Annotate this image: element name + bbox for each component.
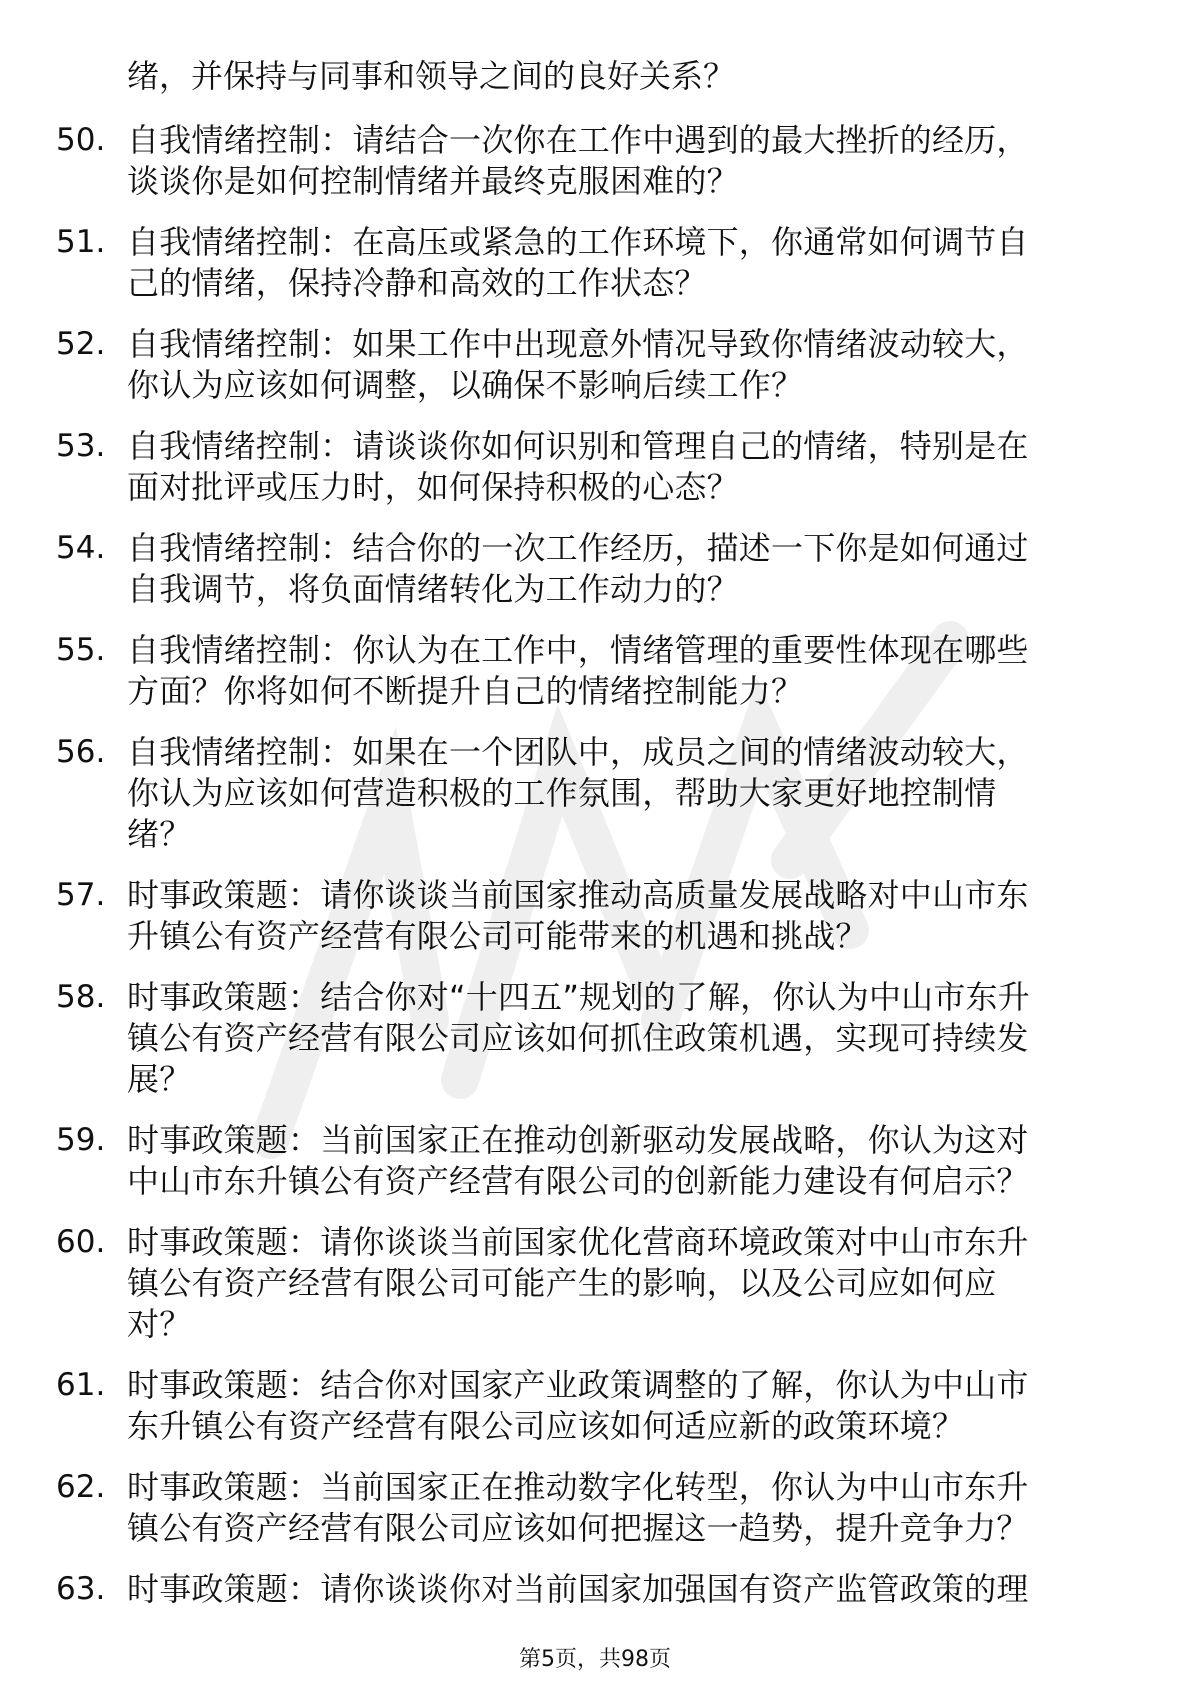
question-text-line: 自我情绪控制：在高压或紧急的工作环境下，你通常如何调节自	[127, 223, 1029, 261]
question-number: 61.	[56, 1367, 106, 1403]
question-text-line: 自我情绪控制：如果在一个团队中，成员之间的情绪波动较大，	[127, 733, 1029, 771]
question-text	[127, 324, 1117, 406]
question-item	[0, 222, 1190, 304]
question-number: 58.	[56, 979, 106, 1015]
question-text-line: 镇公有资产经营有限公司应该如何抓住政策机遇，实现可持续发	[127, 1019, 1029, 1057]
question-item	[0, 732, 1190, 855]
question-number: 63.	[56, 1571, 106, 1607]
question-text-line: 时事政策题：请你谈谈当前国家优化营商环境政策对中山市东升	[127, 1223, 1029, 1261]
question-number: 55.	[56, 632, 106, 668]
question-item	[0, 324, 1190, 406]
question-text-line: 自我情绪控制：请结合一次你在工作中遇到的最大挫折的经历，	[127, 121, 1029, 159]
question-item	[0, 528, 1190, 610]
question-text-line: 己的情绪，保持冷静和高效的工作状态？	[127, 264, 707, 302]
question-text-line: 升镇公有资产经营有限公司可能带来的机遇和挑战？	[127, 917, 868, 955]
question-text-line: 方面？你将如何不断提升自己的情绪控制能力？	[127, 672, 804, 710]
question-text-line: 镇公有资产经营有限公司可能产生的影响，以及公司应如何应	[127, 1264, 997, 1302]
question-text-line: 自我情绪控制：请谈谈你如何识别和管理自己的情绪，特别是在	[127, 427, 1029, 465]
question-text-line: 展？	[127, 1060, 192, 1098]
question-text	[127, 977, 1117, 1100]
question-text-line: 自我情绪控制：如果工作中出现意外情况导致你情绪波动较大，	[127, 325, 1029, 363]
question-text-line: 镇公有资产经营有限公司应该如何把握这一趋势，提升竞争力？	[127, 1509, 1029, 1547]
question-text-line: 中山市东升镇公有资产经营有限公司的创新能力建设有何启示？	[127, 1162, 1029, 1200]
question-text	[127, 1222, 1117, 1345]
question-number: 50.	[56, 122, 106, 158]
question-text	[127, 1569, 1117, 1610]
question-text-line: 时事政策题：当前国家正在推动数字化转型，你认为中山市东升	[127, 1468, 1029, 1506]
question-item	[0, 977, 1190, 1100]
question-number: 60.	[56, 1224, 106, 1260]
page-footer: 第5页，共98页	[519, 1647, 671, 1672]
question-text	[127, 875, 1117, 957]
question-text	[127, 120, 1117, 202]
question-text-line: 自我调节，将负面情绪转化为工作动力的？	[127, 570, 739, 608]
question-number: 51.	[56, 224, 106, 260]
question-text-line: 时事政策题：结合你对“十四五”规划的了解，你认为中山市东升	[127, 978, 1030, 1016]
question-item	[0, 1120, 1190, 1202]
question-text-line: 时事政策题：请你谈谈你对当前国家加强国有资产监管政策的理	[127, 1570, 1029, 1608]
question-text	[127, 732, 1117, 855]
question-number: 54.	[56, 530, 106, 566]
question-text-line: 面对批评或压力时，如何保持积极的心态？	[127, 468, 739, 506]
question-number: 56.	[56, 734, 106, 770]
question-text-line: 谈谈你是如何控制情绪并最终克服困难的？	[127, 162, 739, 200]
question-text	[127, 426, 1117, 508]
continuation-text: 绪，并保持与同事和领导之间的良好关系？	[127, 57, 736, 95]
question-text-line: 时事政策题：请你谈谈当前国家推动高质量发展战略对中山市东	[127, 876, 1029, 914]
question-item	[0, 1222, 1190, 1345]
question-text	[127, 222, 1117, 304]
question-text	[127, 528, 1117, 610]
question-text-line: 绪？	[127, 815, 192, 853]
question-text-line: 东升镇公有资产经营有限公司应该如何适应新的政策环境？	[127, 1407, 965, 1445]
question-text	[127, 1467, 1117, 1549]
question-item	[0, 630, 1190, 712]
question-item	[0, 875, 1190, 957]
question-text-line: 时事政策题：当前国家正在推动创新驱动发展战略，你认为这对	[127, 1121, 1029, 1159]
question-item	[0, 1365, 1190, 1447]
question-text	[127, 1365, 1117, 1447]
question-text-line: 自我情绪控制：结合你的一次工作经历，描述一下你是如何通过	[127, 529, 1029, 567]
question-number: 62.	[56, 1469, 106, 1505]
question-text-line: 自我情绪控制：你认为在工作中，情绪管理的重要性体现在哪些	[127, 631, 1029, 669]
question-number: 59.	[56, 1122, 106, 1158]
question-number: 57.	[56, 877, 106, 913]
question-text-line: 对？	[127, 1305, 192, 1343]
question-list	[0, 120, 1190, 1630]
question-text-line: 你认为应该如何营造积极的工作氛围，帮助大家更好地控制情	[127, 774, 997, 812]
question-number: 53.	[56, 428, 106, 464]
question-item	[0, 120, 1190, 202]
question-number: 52.	[56, 326, 106, 362]
question-text-line: 时事政策题：结合你对国家产业政策调整的了解，你认为中山市	[127, 1366, 1029, 1404]
question-text-line: 你认为应该如何调整，以确保不影响后续工作？	[127, 366, 804, 404]
question-item	[0, 426, 1190, 508]
question-text	[127, 1120, 1117, 1202]
question-item	[0, 1467, 1190, 1549]
question-text	[127, 630, 1117, 712]
question-item	[0, 1569, 1190, 1610]
